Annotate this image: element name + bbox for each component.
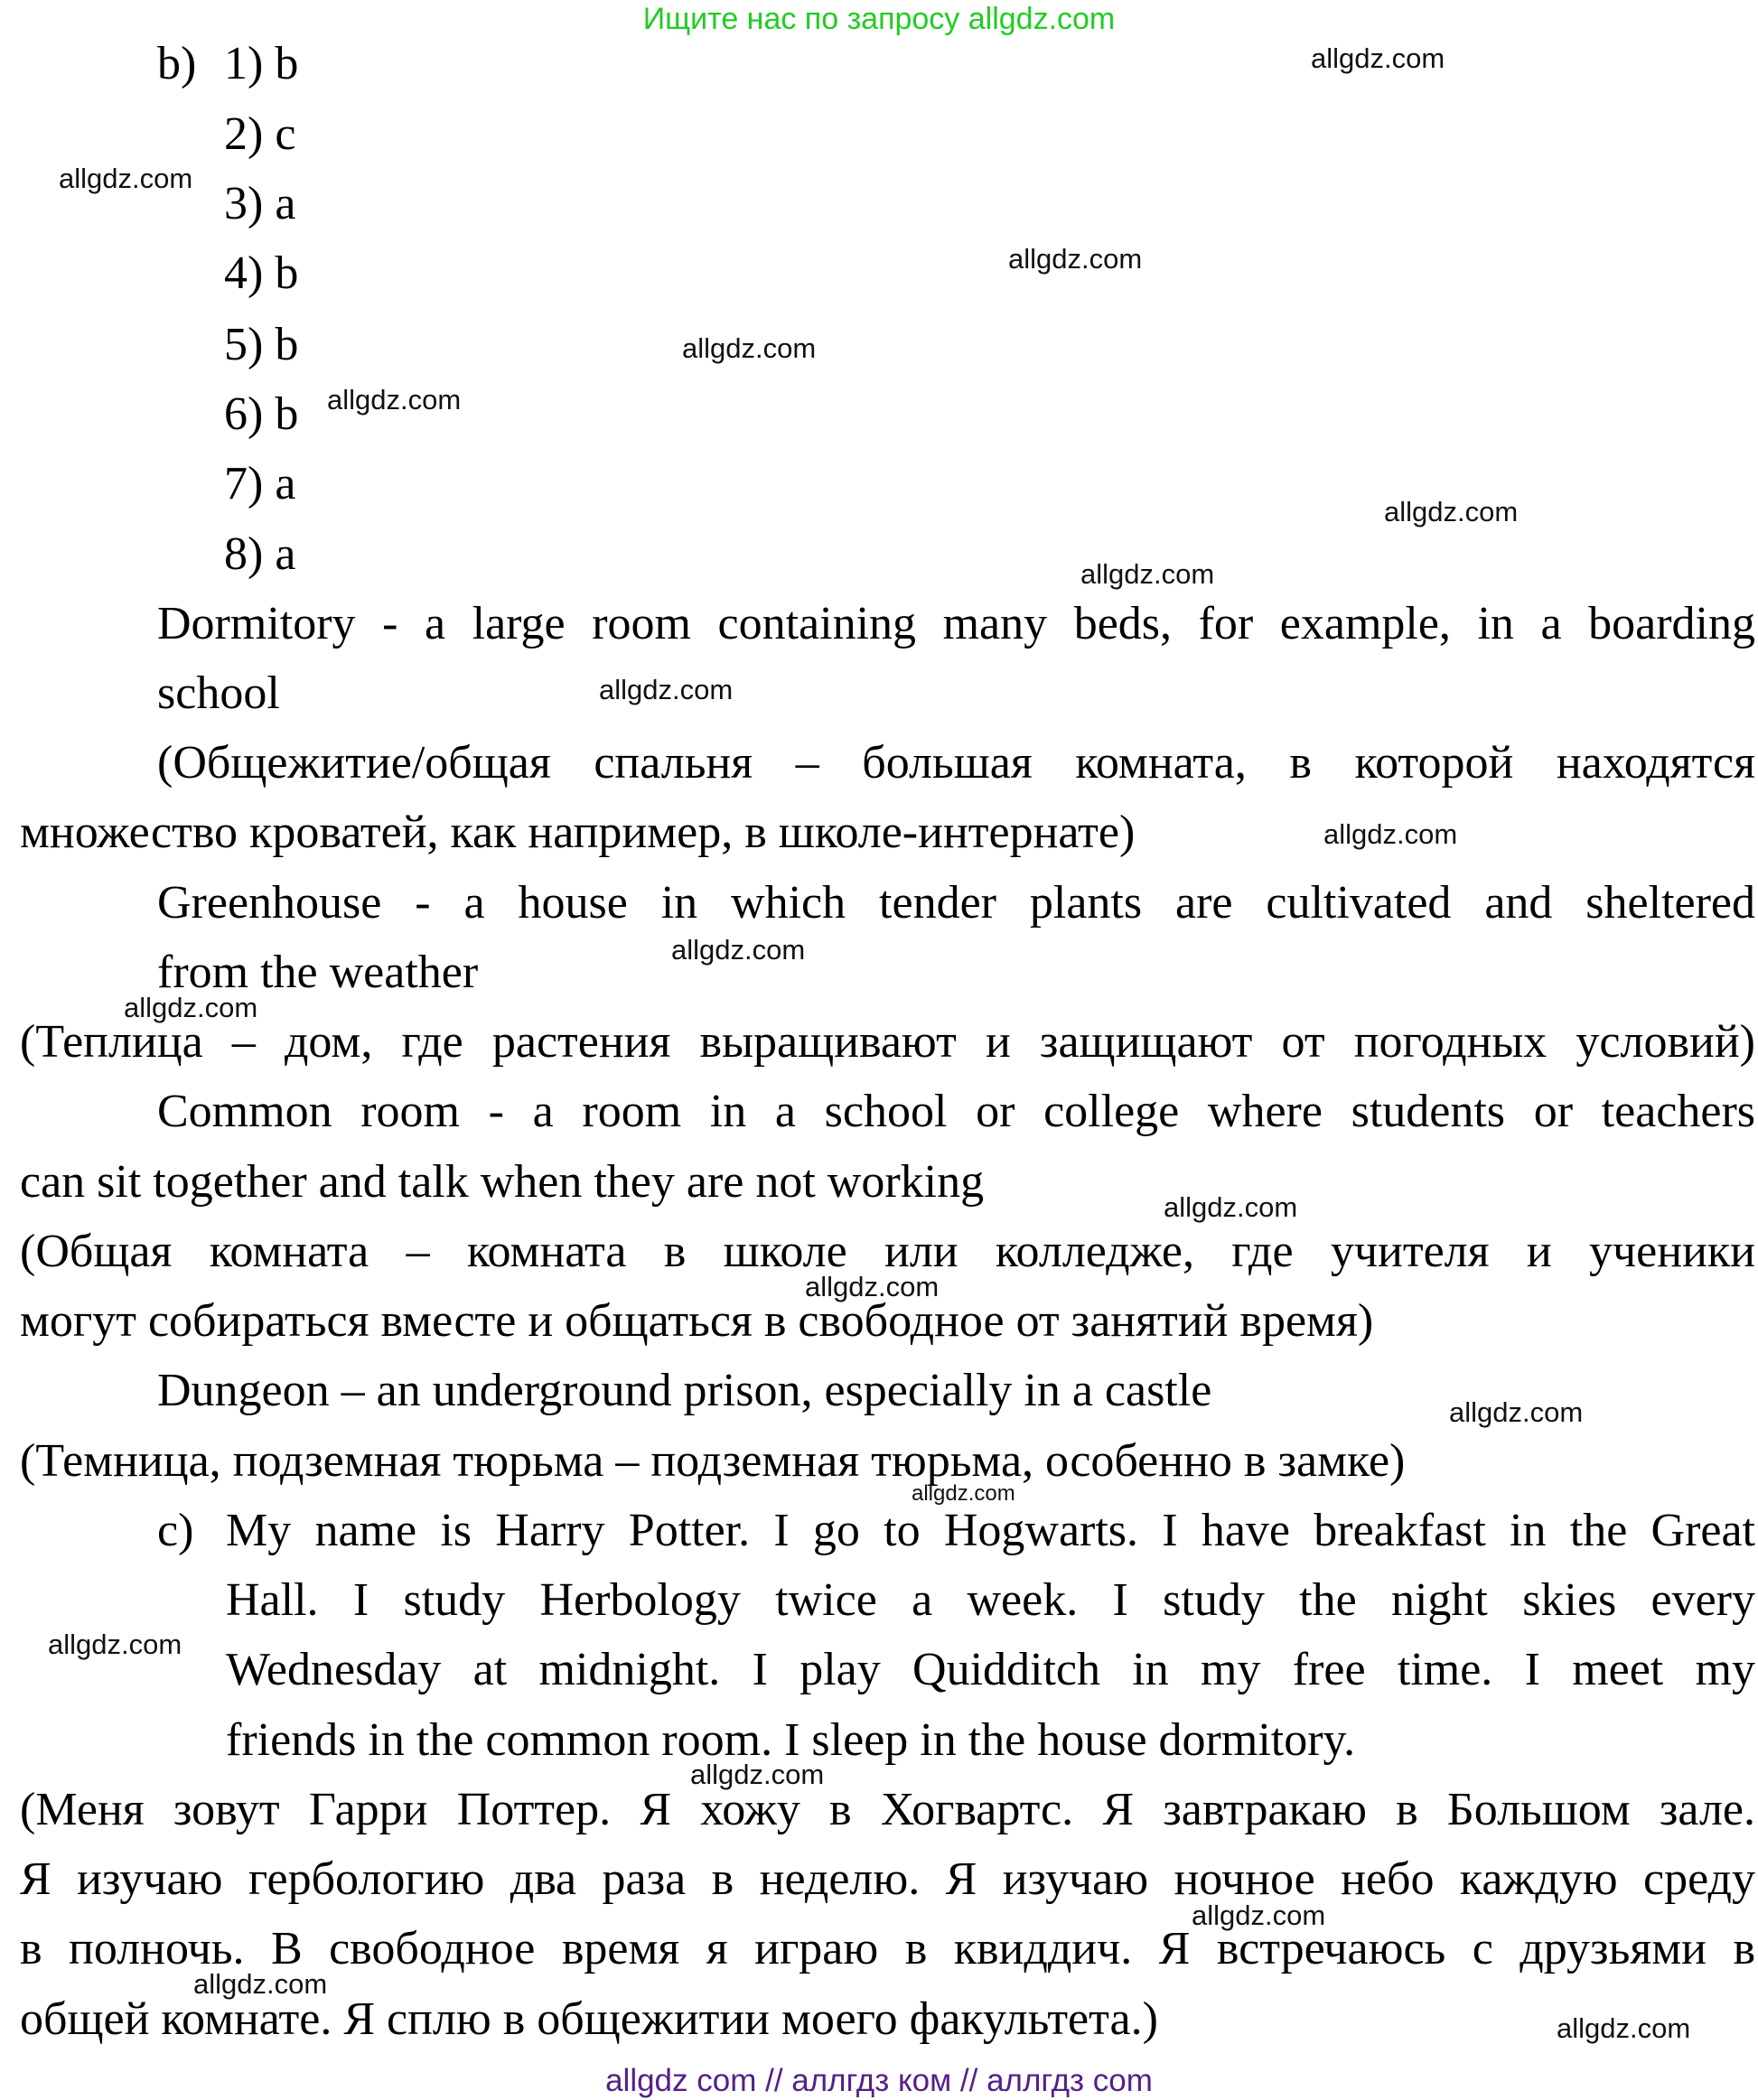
watermark: allgdz.com	[690, 1759, 825, 1790]
definition-line: Dormitory - a large room containing many beds, for example, in a boarding	[157, 598, 1755, 649]
definition-line: Greenhouse - a house in which tender plants are cultivated and sheltered	[157, 877, 1755, 929]
watermark: allgdz.com	[1384, 496, 1519, 527]
story-translation-line: в полночь. В свободное время я играю в квиддич. Я встречаюсь с друзьями в	[20, 1923, 1755, 1974]
section-b-label: b)	[157, 38, 197, 89]
watermark: allgdz.com	[48, 1629, 182, 1660]
watermark: allgdz.com	[1311, 42, 1445, 74]
watermark: allgdz.com	[327, 384, 462, 415]
answer-3: 3) a	[224, 178, 296, 229]
translation-line: множество кроватей, как например, в школе-интернате)	[20, 807, 1136, 858]
translation-line: могут собираться вместе и общаться в свободное от занятий время)	[20, 1295, 1374, 1347]
definition-line: Dungeon – an underground prison, especially in a castle	[157, 1365, 1212, 1416]
translation-line: (Теплица – дом, где растения выращивают и защищают от погодных условий)	[20, 1016, 1755, 1068]
watermark: allgdz.com	[1192, 1899, 1326, 1931]
definition-line: can sit together and talk when they are not working	[20, 1156, 985, 1208]
search-banner: Ищите нас по запросу allgdz.com	[642, 2, 1116, 36]
watermark: allgdz.com	[193, 1968, 328, 2000]
section-c-label: c)	[157, 1505, 194, 1556]
watermark: allgdz.com	[1164, 1191, 1298, 1223]
answer-6: 6) b	[224, 388, 299, 440]
watermark: allgdz.com	[1449, 1396, 1584, 1428]
watermark: allgdz.com	[59, 163, 193, 194]
translation-line: (Общая комната – комната в школе или колледже, где учителя и ученики	[20, 1226, 1755, 1277]
story-translation-line: общей комнате. Я сплю в общежитии моего факультета.)	[20, 1993, 1158, 2045]
story-line: Wednesday at midnight. I play Quidditch in my free time. I meet my	[226, 1644, 1755, 1695]
definition-line: Common room - a room in a school or college where students or teachers	[157, 1086, 1755, 1137]
answer-7: 7) a	[224, 458, 296, 509]
definition-line: school	[157, 667, 280, 719]
translation-line: (Общежитие/общая спальня – большая комната, в которой находятся	[157, 737, 1755, 789]
watermark: allgdz.com	[671, 934, 806, 966]
watermark: allgdz.com	[1323, 818, 1458, 850]
story-translation-line: (Меня зовут Гарри Поттер. Я хожу в Хогвартс. Я завтракаю в Большом зале.	[20, 1784, 1755, 1835]
watermark: allgdz.com	[1008, 243, 1143, 275]
definition-line: from the weather	[157, 947, 479, 998]
answer-1: 1) b	[224, 38, 299, 89]
answer-8: 8) a	[224, 528, 296, 580]
footer-links: allgdz com // аллгдз ком // аллгдз com	[605, 2063, 1153, 2098]
watermark: allgdz.com	[599, 674, 734, 705]
watermark: allgdz.com	[124, 992, 258, 1023]
answer-4: 4) b	[224, 247, 299, 299]
story-translation-line: Я изучаю гербологию два раза в неделю. Я изучаю ночное небо каждую среду	[20, 1853, 1755, 1905]
story-line: Hall. I study Herbology twice a week. I study the night skies every	[226, 1574, 1755, 1626]
watermark: allgdz.com	[682, 332, 817, 364]
story-line: My name is Harry Potter. I go to Hogwarts. I have breakfast in the Great	[226, 1505, 1755, 1556]
watermark: allgdz.com	[1557, 2012, 1691, 2044]
watermark: allgdz.com	[912, 1481, 1015, 1506]
translation-line: (Темница, подземная тюрьма – подземная тюрьма, особенно в замке)	[20, 1435, 1406, 1487]
answer-2: 2) c	[224, 108, 296, 160]
watermark: allgdz.com	[805, 1271, 940, 1302]
answer-5: 5) b	[224, 319, 299, 370]
watermark: allgdz.com	[1080, 558, 1215, 590]
story-line: friends in the common room. I sleep in the house dormitory.	[226, 1714, 1356, 1766]
